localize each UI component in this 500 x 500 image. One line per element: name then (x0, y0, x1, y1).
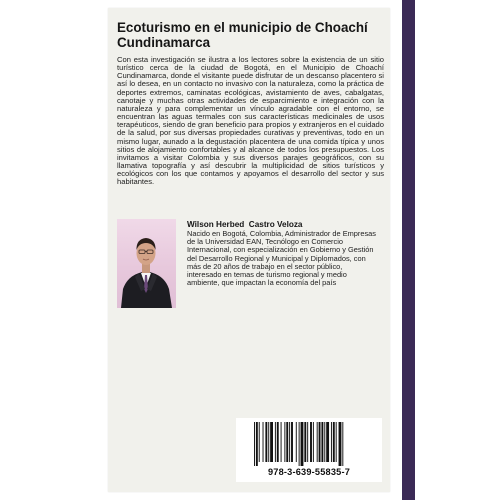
barcode-bar (324, 422, 325, 462)
barcode-bar (321, 422, 323, 462)
barcode-bar (268, 422, 269, 462)
barcode-bar (331, 422, 332, 462)
barcode-bar (319, 422, 321, 462)
isbn-number: 978-3-639-55835-7 (267, 467, 351, 477)
barcode-bar (313, 422, 314, 462)
author-biography: Nacido en Bogotá, Colombia, Administrador de Empresas de la Universidad EAN, Tecnólogo en Comercio Internacional, con especialización en Gobierno y Gestión del Desarrollo Regional y Municipal y Diplomados, con más de 20 años de trabajo en el sector público, interesado en temas de turismo regional y medio ambiente, que impactan la economía del país (187, 229, 376, 288)
barcode-bar (254, 422, 255, 466)
barcode-bar (277, 422, 279, 462)
barcode-graphic (252, 422, 366, 466)
barcode-bar (270, 422, 273, 462)
barcode-bar (301, 422, 304, 466)
barcode-bar (284, 422, 285, 462)
spine-bar (402, 0, 415, 500)
barcode-bar (275, 422, 276, 462)
barcode-bar (265, 422, 267, 462)
barcode-bar (307, 422, 308, 462)
barcode-bar (317, 422, 318, 462)
barcode-bar (336, 422, 337, 462)
book-title: Ecoturismo en el municipio de Choachí Cundinamarca (117, 20, 368, 50)
isbn-barcode (236, 418, 382, 482)
author-portrait-image (117, 219, 176, 308)
barcode-bar (291, 422, 293, 462)
barcode-bar (310, 422, 312, 462)
barcode-bar (256, 422, 258, 466)
barcode-bar (339, 422, 342, 466)
author-photo (117, 219, 176, 308)
barcode-bar (333, 422, 335, 462)
barcode-bar (299, 422, 300, 466)
barcode-bar (289, 422, 290, 462)
barcode-bar (326, 422, 329, 462)
barcode-bar (281, 422, 282, 462)
barcode-bar (342, 422, 343, 466)
barcode-bar (304, 422, 306, 462)
author-name: Wilson Herbed Castro Veloza (187, 220, 303, 229)
barcode-bar (296, 422, 297, 462)
barcode-bar (286, 422, 288, 462)
barcode-bar (259, 422, 260, 462)
book-abstract: Con esta investigación se ilustra a los lectores sobre la existencia de un sitio turístico cerca de la ciudad de Bogotá, en el Municipio de Choachí Cundinamarca, donde el visitante puede disfrutar de un descanso placentero si así lo desea, en un contacto no invasivo con la naturaleza, como la práctica de deportes extremos, caminatas ecológicas, avistamiento de aves, cabalgatas, canotaje y muchas otras actividades de esparcimiento e integración con la naturaleza y para complementar un vínculo agradable con el entorno, se encuentran las aguas termales con sus características medicinales de usos terapéuticos, siendo de gran beneficio para propios y extranjeros en el cuidado de la salud, por sus diversas propiedades curativas y preventivas, todo en un mismo lugar, aunado a la degustación placentera de una comida típica y unos sitios de alojamiento confortables y al alcance de todos los presupuestos. Los invitamos a visitar Colombia y sus diversos parajes geográficos, con su llamativa topografía y así descubrir la multiplicidad de sitios turísticos y ecológicos con los que contamos y apoyamos el desarrollo del sector y sus habitantes. (117, 55, 384, 187)
barcode-bar (263, 422, 264, 462)
